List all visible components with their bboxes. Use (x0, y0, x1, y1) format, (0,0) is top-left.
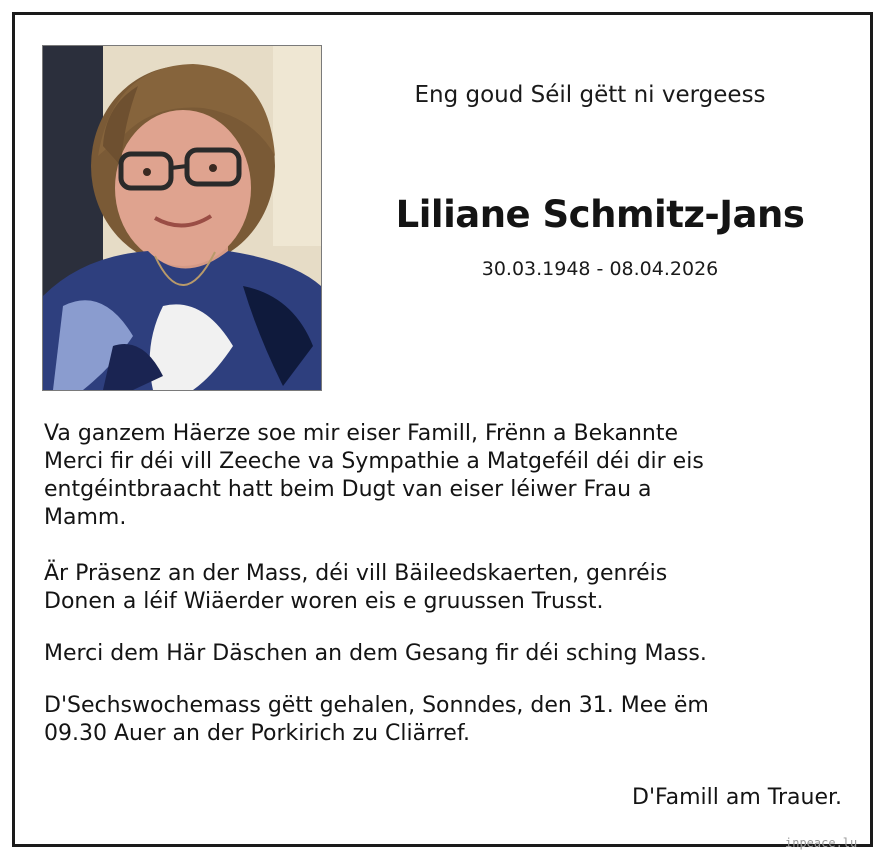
notice-body (44, 420, 844, 748)
deceased-name: Liliane Schmitz-Jans (395, 193, 805, 236)
mass-thanks-paragraph: Merci dem Här Däschen an dem Gesang fir déi sching Mass. (44, 641, 707, 666)
presence-paragraph: Är Präsenz an der Mass, déi vill Bäileedskaerten, genréis Donen a léif Wiäerder woren eis e gruussen Trusst. (44, 561, 668, 614)
thanks-paragraph: Va ganzem Häerze soe mir eiser Famill, Frënn a Bekannte Merci fir déi vill Zeeche va Sympathie a Matgeféil déi dir eis entgéintbraacht hatt beim Dugt van eiser léiwer Frau a Mamm. (44, 421, 704, 530)
site-watermark: inpeace.lu (785, 836, 858, 850)
memorial-mass-paragraph: D'Sechswochemass gëtt gehalen, Sonndes, den 31. Mee ëm 09.30 Auer an der Porkirich zu Cliärref. (44, 693, 709, 746)
life-dates: 30.03.1948 - 08.04.2026 (481, 258, 719, 280)
portrait-photo (42, 45, 322, 391)
motto-line: Eng goud Séil gëtt ni vergeess (414, 82, 766, 108)
signature: D'Famill am Trauer. (632, 785, 842, 810)
